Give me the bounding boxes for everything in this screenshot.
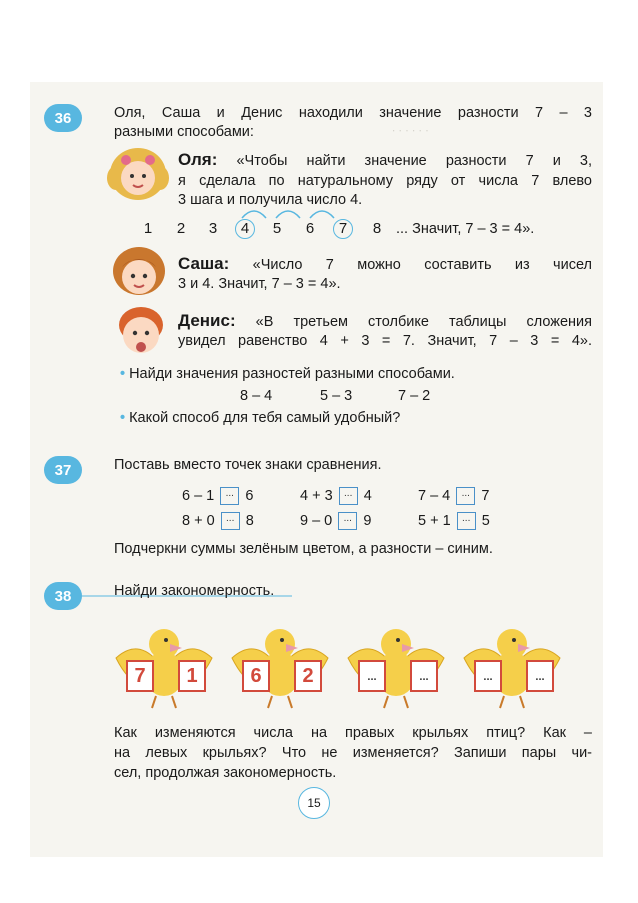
comparison-item — [300, 487, 372, 506]
number-row-item: 1 — [143, 220, 153, 237]
comparison-right: 9 — [363, 513, 372, 529]
number-row-item-circled: 7 — [333, 219, 353, 239]
method-question — [120, 409, 400, 428]
number-row-item: 2 — [176, 220, 186, 237]
task-38-badge: 38 — [44, 582, 82, 610]
comparison-left: 4 + 3 — [300, 488, 333, 504]
task-38-title: Найди закономерность. — [114, 583, 275, 599]
sasha-avatar — [110, 245, 168, 303]
task-36-badge: 36 — [44, 104, 82, 132]
bullet-icon: • — [120, 366, 126, 382]
task-37-badge: 37 — [44, 456, 82, 484]
olya-name: Оля: — [178, 150, 218, 169]
denis-speech-2: увидел равенство 4 + 3 = 7. Значит, 7 – 3 = 4». — [178, 333, 592, 349]
number-row-item: 5 — [272, 220, 282, 237]
find-differences-label: Найди значения разностей разными способами. — [129, 366, 455, 382]
denis-name: Денис: — [178, 311, 236, 330]
denis-avatar — [114, 303, 168, 361]
right-wing-number: 2 — [294, 660, 322, 692]
chick-figure — [108, 618, 220, 714]
textbook-page — [30, 82, 603, 857]
sasha-speech-2: 3 и 4. Значит, 7 – 3 = 4». — [178, 276, 341, 292]
sasha-name: Саша: — [178, 254, 230, 273]
sasha-line-1: «Число 7 можно составить из чисел — [252, 257, 592, 273]
comparison-left: 8 + 0 — [182, 513, 215, 529]
number-row-arcs — [230, 200, 350, 220]
comparison-item — [182, 487, 253, 506]
left-wing-number[interactable]: ... — [358, 660, 386, 692]
comparison-box[interactable]: ... — [457, 512, 476, 530]
comparison-right: 4 — [363, 488, 372, 504]
underline-instruction: Подчеркни суммы зелёным цветом, а разности – синим. — [114, 541, 493, 557]
task-37-instruction: Поставь вместо точек знаки сравнения. — [114, 457, 382, 473]
number-row-item: 6 — [305, 220, 315, 237]
right-wing-number: 1 — [178, 660, 206, 692]
comparison-left: 9 – 0 — [300, 513, 333, 529]
number-row-item: 8 — [372, 220, 382, 237]
expression: 5 – 3 — [320, 388, 353, 404]
bleed-through-text: ∙ ∙ ∙ ∙ ∙ ∙ — [392, 123, 429, 137]
comparison-item — [418, 487, 489, 506]
comparison-right: 5 — [481, 513, 490, 529]
pattern-question-1: Как изменяются числа на правых крыльях птиц? Как – — [114, 725, 592, 741]
comparison-right: 6 — [245, 488, 254, 504]
olya-avatar — [106, 144, 170, 206]
comparison-box[interactable]: ... — [339, 487, 358, 505]
denis-speech-1 — [178, 311, 592, 332]
comparison-right: 7 — [481, 488, 490, 504]
find-differences-text — [120, 365, 455, 384]
page-number: 15 — [298, 787, 330, 819]
task-36-intro-2: разными способами: — [114, 124, 254, 140]
comparison-left: 6 – 1 — [182, 488, 215, 504]
number-row-conclusion: ... Значит, 7 – 3 = 4». — [396, 221, 535, 237]
comparison-item — [182, 512, 254, 531]
method-question-label: Какой способ для тебя самый удобный? — [129, 410, 401, 426]
chick-figure — [224, 618, 336, 714]
right-wing-number[interactable]: ... — [410, 660, 438, 692]
comparison-item — [418, 512, 490, 531]
olya-line-1: «Чтобы найти значение разности 7 и 3, — [236, 153, 592, 169]
number-row-item: 3 — [208, 220, 218, 237]
expression: 8 – 4 — [240, 388, 273, 404]
sasha-speech-1 — [178, 254, 592, 275]
left-wing-number[interactable]: ... — [474, 660, 502, 692]
comparison-box[interactable]: ... — [221, 512, 240, 530]
chick-figure — [340, 618, 452, 714]
expression: 7 – 2 — [398, 388, 431, 404]
comparison-box[interactable]: ... — [456, 487, 475, 505]
chick-figure — [456, 618, 568, 714]
bullet-icon: • — [120, 410, 126, 426]
task-36-intro: Оля, Саша и Денис находили значение разности 7 – 3 — [114, 105, 592, 121]
denis-line-1: «В третьем столбике таблицы сложения — [255, 314, 593, 330]
left-wing-number: 7 — [126, 660, 154, 692]
pattern-question-3: сел, продолжая закономерность. — [114, 765, 337, 781]
comparison-right: 8 — [245, 513, 254, 529]
comparison-left: 7 – 4 — [418, 488, 451, 504]
number-row-item-circled: 4 — [235, 219, 255, 239]
olya-speech-2: я сделала по натуральному ряду от числа 7 влево — [178, 173, 592, 189]
right-wing-number[interactable]: ... — [526, 660, 554, 692]
comparison-left: 5 + 1 — [418, 513, 451, 529]
olya-speech-1 — [178, 150, 592, 171]
pattern-question-2: на левых крыльях? Что не изменяется? Запиши пары чи- — [114, 745, 592, 761]
comparison-item — [300, 512, 371, 531]
comparison-box[interactable]: ... — [220, 487, 239, 505]
left-wing-number: 6 — [242, 660, 270, 692]
comparison-box[interactable]: ... — [338, 512, 357, 530]
olya-speech-3: 3 шага и получила число 4. — [178, 192, 363, 208]
